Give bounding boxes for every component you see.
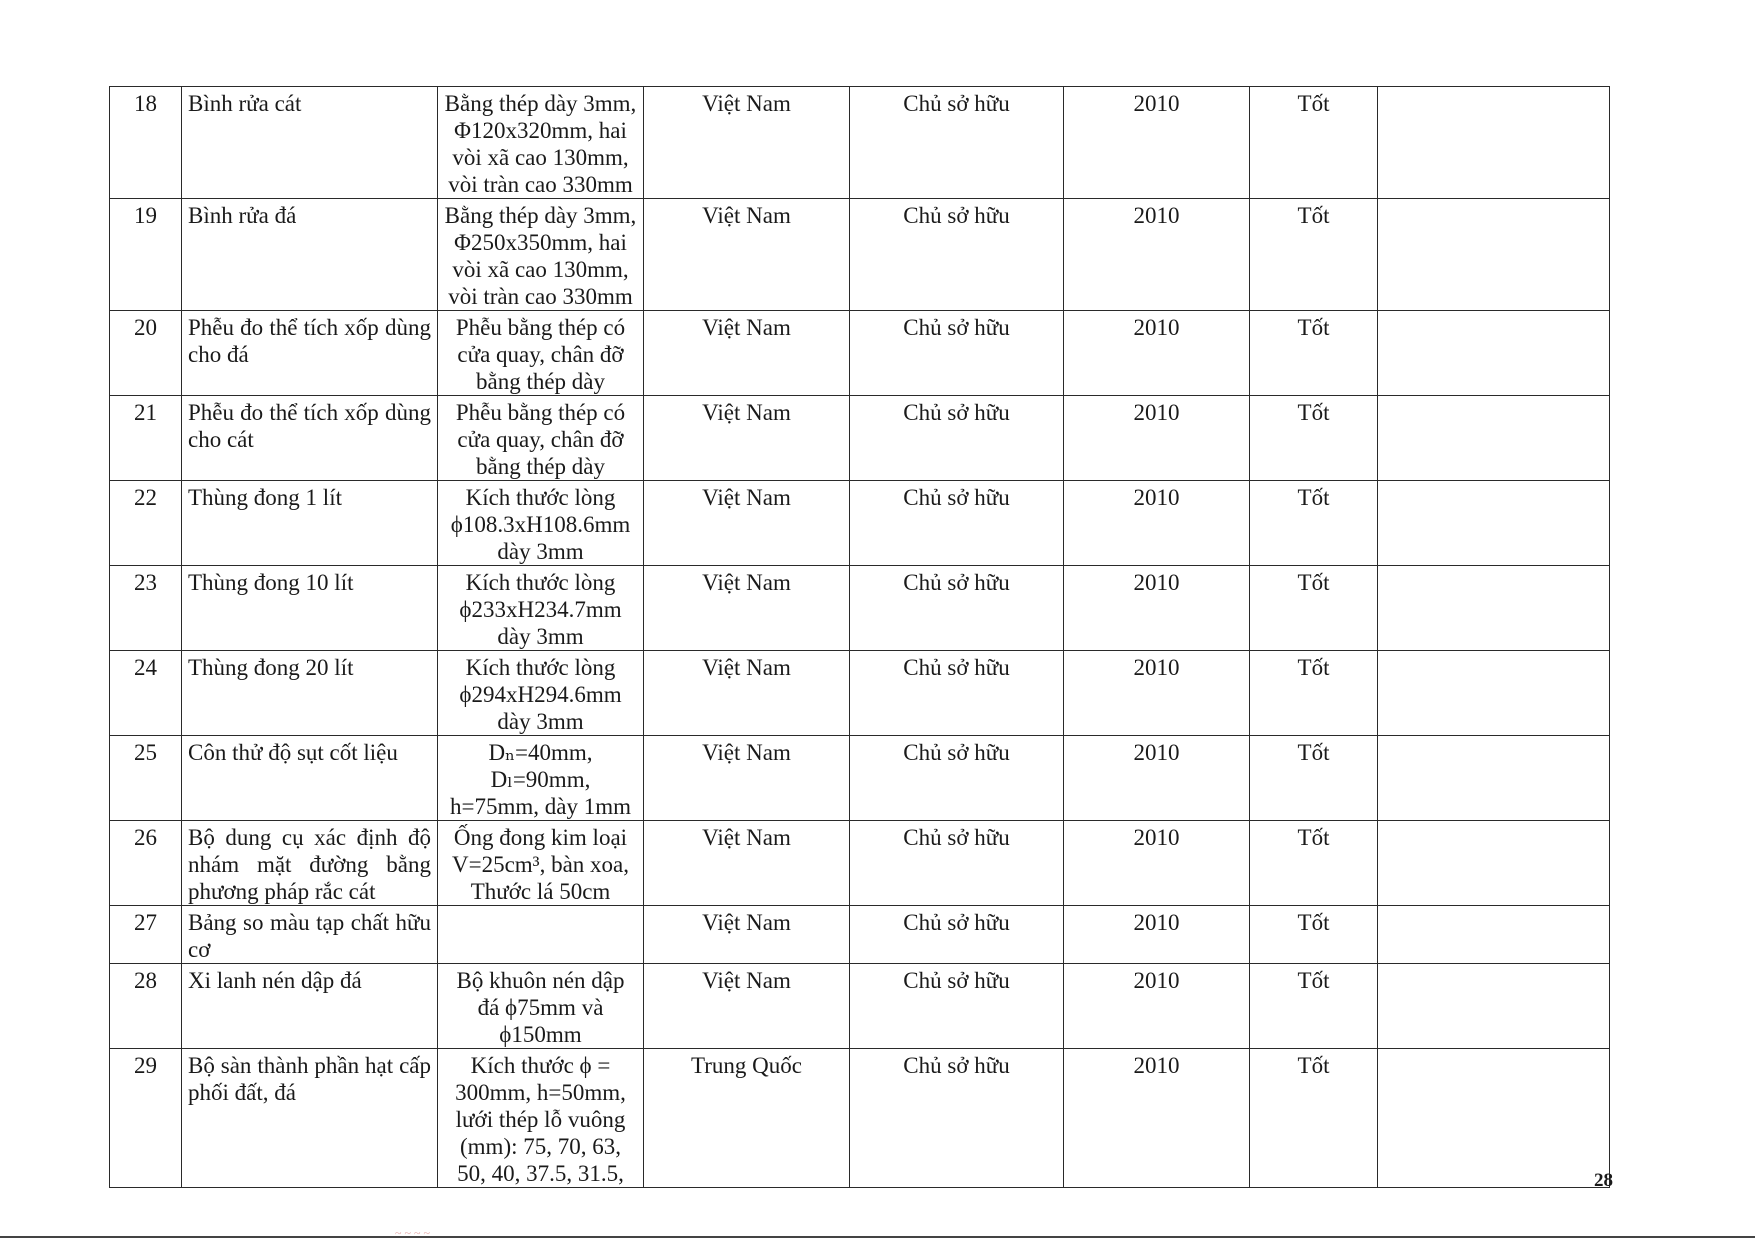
- cell-status: Tốt: [1250, 1049, 1378, 1188]
- cell-ownership: Chủ sở hữu: [850, 736, 1064, 821]
- cell-status: Tốt: [1250, 906, 1378, 964]
- cell-status: Tốt: [1250, 566, 1378, 651]
- cell-origin: Việt Nam: [644, 964, 850, 1049]
- cell-status: Tốt: [1250, 736, 1378, 821]
- table-row: [110, 1049, 1610, 1188]
- cell-device-name: Phễu đo thể tích xốp dùng cho cát: [182, 396, 438, 481]
- cell-row-number: 29: [110, 1049, 182, 1188]
- table-row: [110, 906, 1610, 964]
- cell-row-number: 19: [110, 199, 182, 311]
- table-row: [110, 736, 1610, 821]
- cell-ownership: Chủ sở hữu: [850, 821, 1064, 906]
- cell-specification: Dₙ=40mm, Dₗ=90mm, h=75mm, dày 1mm: [438, 736, 644, 821]
- cell-status: Tốt: [1250, 199, 1378, 311]
- table-row: [110, 651, 1610, 736]
- cell-row-number: 20: [110, 311, 182, 396]
- cell-year: 2010: [1064, 1049, 1250, 1188]
- cell-status: Tốt: [1250, 87, 1378, 199]
- cell-device-name: Bộ sàn thành phần hạt cấp phối đất, đá: [182, 1049, 438, 1188]
- cell-origin: Việt Nam: [644, 821, 850, 906]
- cell-row-number: 18: [110, 87, 182, 199]
- table-row: [110, 311, 1610, 396]
- cell-specification: Phễu bằng thép có cửa quay, chân đỡ bằng thép dày: [438, 396, 644, 481]
- cell-device-name: Bảng so màu tạp chất hữu cơ: [182, 906, 438, 964]
- cell-status: Tốt: [1250, 481, 1378, 566]
- table-row: [110, 87, 1610, 199]
- cell-row-number: 23: [110, 566, 182, 651]
- cell-note: [1378, 906, 1610, 964]
- cell-ownership: Chủ sở hữu: [850, 964, 1064, 1049]
- cell-year: 2010: [1064, 821, 1250, 906]
- cell-device-name: Thùng đong 1 lít: [182, 481, 438, 566]
- cell-ownership: Chủ sở hữu: [850, 311, 1064, 396]
- cell-row-number: 27: [110, 906, 182, 964]
- table-row: [110, 821, 1610, 906]
- cell-year: 2010: [1064, 87, 1250, 199]
- table-row: [110, 199, 1610, 311]
- cell-device-name: Thùng đong 20 lít: [182, 651, 438, 736]
- cell-status: Tốt: [1250, 396, 1378, 481]
- cell-device-name: Phễu đo thể tích xốp dùng cho đá: [182, 311, 438, 396]
- cell-specification: Ống đong kim loại V=25cm³, bàn xoa, Thước lá 50cm: [438, 821, 644, 906]
- cell-ownership: Chủ sở hữu: [850, 1049, 1064, 1188]
- cell-row-number: 25: [110, 736, 182, 821]
- cell-status: Tốt: [1250, 651, 1378, 736]
- cell-row-number: 24: [110, 651, 182, 736]
- cell-origin: Việt Nam: [644, 311, 850, 396]
- cell-device-name: Thùng đong 10 lít: [182, 566, 438, 651]
- cell-year: 2010: [1064, 651, 1250, 736]
- cell-specification: [438, 906, 644, 964]
- cell-note: [1378, 566, 1610, 651]
- cell-origin: Việt Nam: [644, 651, 850, 736]
- cell-ownership: Chủ sở hữu: [850, 396, 1064, 481]
- cell-specification: Kích thước lòng ϕ294xH294.6mm dày 3mm: [438, 651, 644, 736]
- cell-origin: Việt Nam: [644, 199, 850, 311]
- cell-ownership: Chủ sở hữu: [850, 481, 1064, 566]
- cell-note: [1378, 1049, 1610, 1188]
- cell-origin: Trung Quốc: [644, 1049, 850, 1188]
- cell-row-number: 28: [110, 964, 182, 1049]
- cell-note: [1378, 481, 1610, 566]
- cell-year: 2010: [1064, 199, 1250, 311]
- cell-specification: Bộ khuôn nén dập đá ϕ75mm và ϕ150mm: [438, 964, 644, 1049]
- cell-note: [1378, 87, 1610, 199]
- cell-origin: Việt Nam: [644, 396, 850, 481]
- cell-device-name: Côn thử độ sụt cốt liệu: [182, 736, 438, 821]
- cell-origin: Việt Nam: [644, 566, 850, 651]
- cell-specification: Bằng thép dày 3mm, Φ250x350mm, hai vòi xã cao 130mm, vòi tràn cao 330mm: [438, 199, 644, 311]
- cell-ownership: Chủ sở hữu: [850, 906, 1064, 964]
- cell-ownership: Chủ sở hữu: [850, 566, 1064, 651]
- page-number: 28: [1594, 1170, 1613, 1191]
- cell-origin: Việt Nam: [644, 481, 850, 566]
- cell-year: 2010: [1064, 311, 1250, 396]
- cell-year: 2010: [1064, 736, 1250, 821]
- table-body: [110, 87, 1610, 1188]
- cell-ownership: Chủ sở hữu: [850, 651, 1064, 736]
- cell-origin: Việt Nam: [644, 736, 850, 821]
- cell-note: [1378, 964, 1610, 1049]
- cell-status: Tốt: [1250, 311, 1378, 396]
- cell-specification: Kích thước lòng ϕ108.3xH108.6mm dày 3mm: [438, 481, 644, 566]
- stamp-mark: ~ ~ ~ ~: [395, 1226, 430, 1236]
- cell-year: 2010: [1064, 964, 1250, 1049]
- cell-note: [1378, 651, 1610, 736]
- table-row: [110, 964, 1610, 1049]
- equipment-table: [109, 86, 1610, 1188]
- cell-specification: Phễu bằng thép có cửa quay, chân đỡ bằng thép dày: [438, 311, 644, 396]
- cell-origin: Việt Nam: [644, 87, 850, 199]
- table-row: [110, 396, 1610, 481]
- cell-origin: Việt Nam: [644, 906, 850, 964]
- cell-ownership: Chủ sở hữu: [850, 87, 1064, 199]
- table-row: [110, 566, 1610, 651]
- cell-ownership: Chủ sở hữu: [850, 199, 1064, 311]
- cell-device-name: Bình rửa cát: [182, 87, 438, 199]
- cell-specification: Bằng thép dày 3mm, Φ120x320mm, hai vòi xã cao 130mm, vòi tràn cao 330mm: [438, 87, 644, 199]
- cell-specification: Kích thước lòng ϕ233xH234.7mm dày 3mm: [438, 566, 644, 651]
- cell-note: [1378, 311, 1610, 396]
- cell-device-name: Xi lanh nén dập đá: [182, 964, 438, 1049]
- cell-row-number: 22: [110, 481, 182, 566]
- cell-note: [1378, 199, 1610, 311]
- cell-year: 2010: [1064, 396, 1250, 481]
- table-row: [110, 481, 1610, 566]
- cell-year: 2010: [1064, 481, 1250, 566]
- cell-row-number: 21: [110, 396, 182, 481]
- cell-year: 2010: [1064, 566, 1250, 651]
- cell-device-name: Bộ dung cụ xác định độ nhám mặt đường bằng phương pháp rắc cát: [182, 821, 438, 906]
- cell-specification: Kích thước ϕ = 300mm, h=50mm, lưới thép lỗ vuông (mm): 75, 70, 63, 50, 40, 37.5, 31.5,: [438, 1049, 644, 1188]
- cell-device-name: Bình rửa đá: [182, 199, 438, 311]
- bottom-divider: [0, 1236, 1755, 1238]
- cell-row-number: 26: [110, 821, 182, 906]
- cell-note: [1378, 396, 1610, 481]
- cell-year: 2010: [1064, 906, 1250, 964]
- cell-status: Tốt: [1250, 964, 1378, 1049]
- cell-status: Tốt: [1250, 821, 1378, 906]
- cell-note: [1378, 821, 1610, 906]
- cell-note: [1378, 736, 1610, 821]
